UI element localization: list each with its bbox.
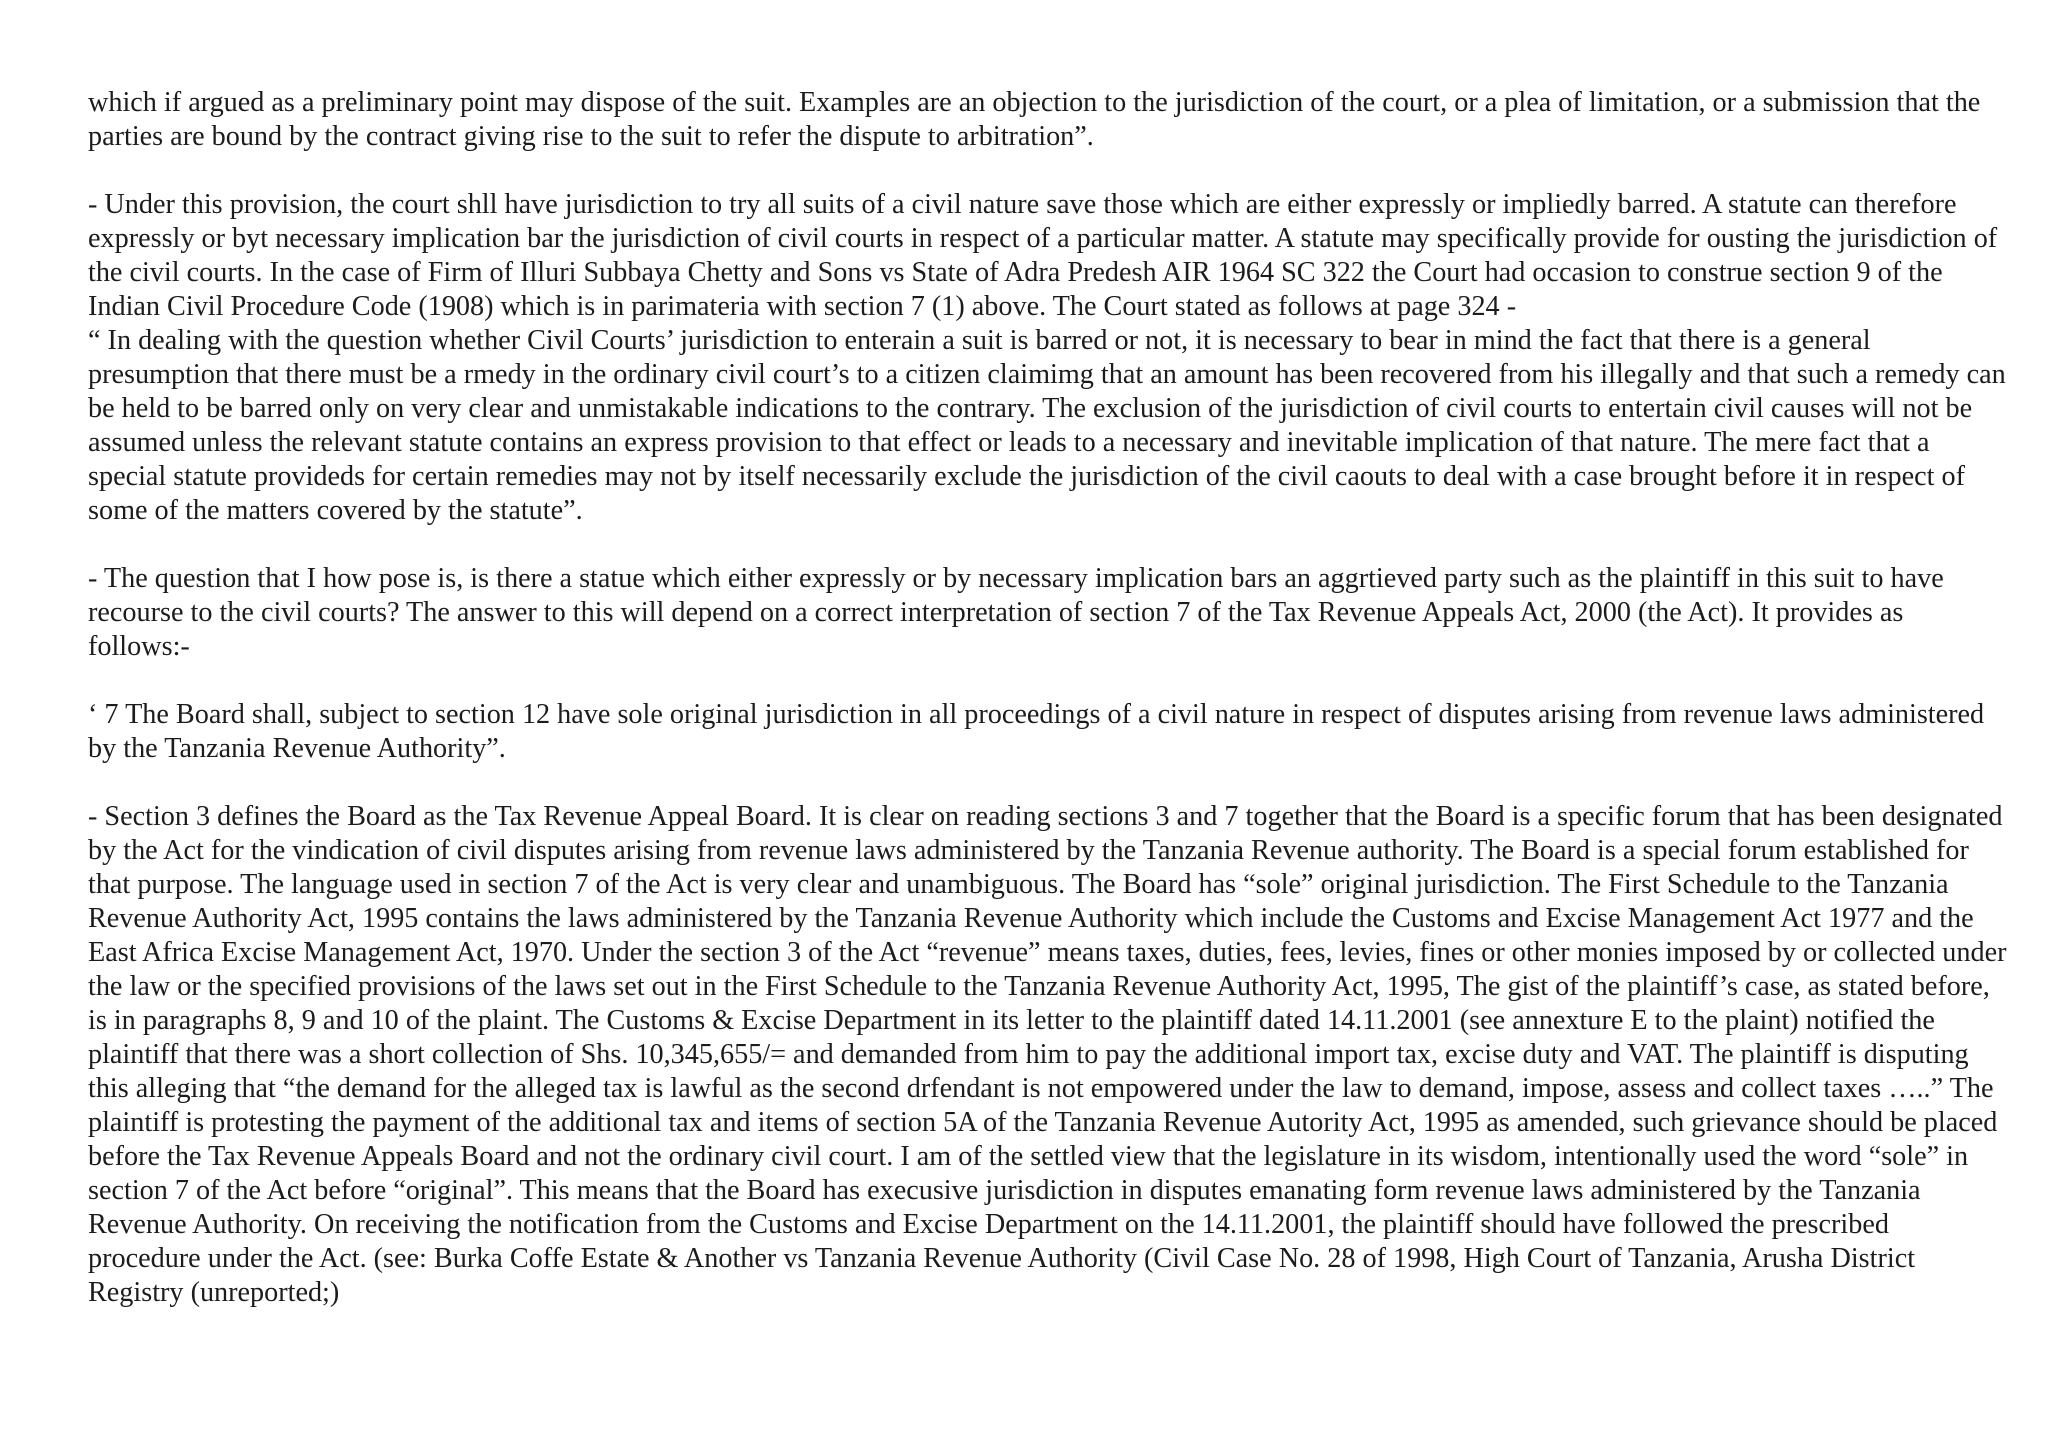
paragraph-spacer xyxy=(88,766,2008,800)
paragraph-section-3-analysis: - Section 3 defines the Board as the Tax Revenue Appeal Board. It is clear on reading sections 3 and 7 together that the Board is a specific forum that has been designated by the Act for the vindication of civil disputes arising from revenue laws administered by the Tanzania Revenue authority. The Board is a special forum established for that purpose. The language used in section 7 of the Act is very clear and unambiguous. The Board has “sole” original jurisdiction. The First Schedule to the Tanzania Revenue Authority Act, 1995 contains the laws administered by the Tanzania Revenue Authority which include the Customs and Excise Management Act 1977 and the East Africa Excise Management Act, 1970. Under the section 3 of the Act “revenue” means taxes, duties, fees, levies, fines or other monies imposed by or collected under the law or the specified provisions of the laws set out in the First Schedule to the Tanzania Revenue Authority Act, 1995, The gist of the plaintiff’s case, as stated before, is in paragraphs 8, 9 and 10 of the plaint. The Customs & Excise Department in its letter to the plaintiff dated 14.11.2001 (see annexture E to the plaint) notified the plaintiff that there was a short collection of Shs. 10,345,655/= and demanded from him to pay the additional import tax, excise duty and VAT. The plaintiff is disputing this alleging that “the demand for the alleged tax is lawful as the second drfendant is not empowered under the law to demand, impose, assess and collect taxes …..” The plaintiff is protesting the payment of the additional tax and items of section 5A of the Tanzania Revenue Autority Act, 1995 as amended, such grievance should be placed before the Tax Revenue Appeals Board and not the ordinary civil court. I am of the settled view that the legislature in its wisdom, intentionally used the word “sole” in section 7 of the Act before “original”. This means that the Board has execusive jurisdiction in disputes emanating form revenue laws administered by the Tanzania Revenue Authority. On receiving the notification from the Customs and Excise Department on the 14.11.2001, the plaintiff should have followed the prescribed procedure under the Act. (see: Burka Coffe Estate & Another vs Tanzania Revenue Authority (Civil Case No. 28 of 1998, High Court of Tanzania, Arusha District Registry (unreported;) xyxy=(88,801,2007,1308)
paragraph-court-jurisdiction: - Under this provision, the court shll have jurisdiction to try all suits of a civil nature save those which are either expressly or impliedly barred. A statute can therefore expressly or byt necessary implication bar the jurisdiction of civil courts in respect of a particular matter. A statute may specifically provide for ousting the jurisdiction of the civil courts. In the case of Firm of Illuri Subbaya Chetty and Sons vs State of Adra Predesh AIR 1964 SC 322 the Court had occasion to construe section 9 of the Indian Civil Procedure Code (1908) which is in parimateria with section 7 (1) above. The Court stated as follows at page 324 - xyxy=(88,189,1998,322)
paragraph-question: - The question that I how pose is, is there a statue which either expressly or by necessary implication bars an aggrtieved party such as the plaintiff in this suit to have recourse to the civil courts? The answer to this will depend on a correct interpretation of section 7 of the Tax Revenue Appeals Act, 2000 (the Act). It provides as follows:- xyxy=(88,563,1944,662)
paragraph-preliminary-point: which if argued as a preliminary point may dispose of the suit. Examples are an objection to the jurisdiction of the court, or a plea of limitation, or a submission that the parties are bound by the contract giving rise to the suit to refer the dispute to arbitration”. xyxy=(88,87,1981,152)
paragraph-spacer xyxy=(88,664,2008,698)
document-page xyxy=(88,86,2008,1310)
paragraph-spacer xyxy=(88,154,2008,188)
paragraph-quotation: “ In dealing with the question whether Civil Courts’ jurisdiction to enterain a suit is barred or not, it is necessary to bear in mind the fact that there is a general presumption that there must be a rmedy in the ordinary civil court’s to a citizen claimimg that an amount has been recovered from his illegally and that such a remedy can be held to be barred only on very clear and unmistakable indications to the contrary. The exclusion of the jurisdiction of civil courts to entertain civil causes will not be assumed unless the relevant statute contains an express provision to that effect or leads to a necessary and inevitable implication of that nature. The mere fact that a special statute provideds for certain remedies may not by itself necessarily exclude the jurisdiction of the civil caouts to deal with a case brought before it in respect of some of the matters covered by the statute”. xyxy=(88,325,2006,526)
paragraph-spacer xyxy=(88,528,2008,562)
paragraph-section-7: ‘ 7 The Board shall, subject to section 12 have sole original jurisdiction in all proceedings of a civil nature in respect of disputes arising from revenue laws administered by the Tanzania Revenue Authority”. xyxy=(88,699,1985,764)
